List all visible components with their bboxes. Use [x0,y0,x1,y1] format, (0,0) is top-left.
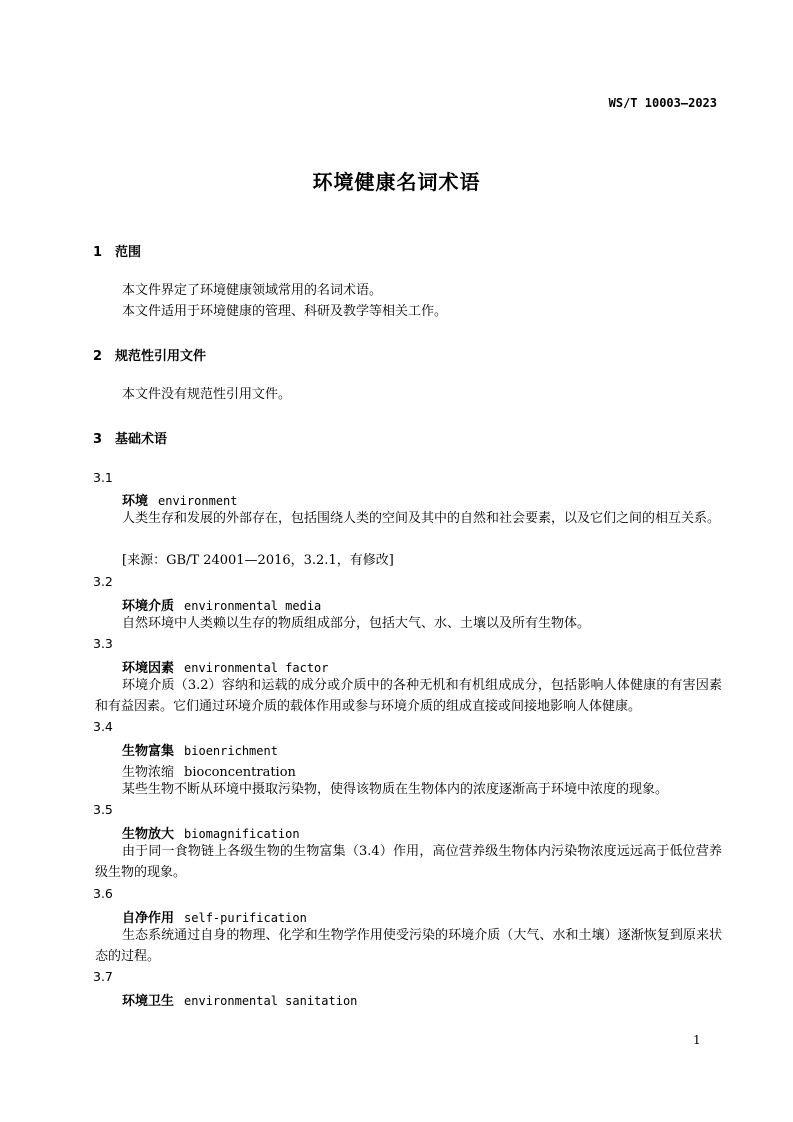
term-entry: 生物富集 bioenrichment [122,744,278,759]
term-definition: 人类生存和发展的外部存在，包括围绕人类的空间及其中的自然和社会要素，以及它们之间的相互关系。 [122,511,721,526]
term-synonym: 生物浓缩 bioconcentration [122,765,296,780]
term-entry: 环境因素 environmental factor [122,661,329,676]
section-heading-3: 3 基础术语 [93,432,168,447]
term-number: 3.1 [93,470,113,485]
term-number: 3.3 [93,636,113,651]
term-number: 3.2 [93,574,113,589]
section-heading-2: 2 规范性引用文件 [93,349,207,364]
term-number: 3.7 [93,969,113,984]
term-definition: 由于同一食物链上各级生物的生物富集（3.4）作用，高位营养级生物体内污染物浓度远远高于低位营养级生物的现象。 [95,844,722,880]
term-definition: 某些生物不断从环境中摄取污染物，使得该物质在生物体内的浓度逐渐高于环境中浓度的现象。 [122,782,669,797]
term-entry: 自净作用 self-purification [122,911,307,926]
term-number: 3.5 [93,802,113,817]
term-number: 3.6 [93,886,113,901]
term-entry: 环境卫生 environmental sanitation [122,994,358,1009]
term-entry: 环境 environment [122,494,238,509]
term-entry: 环境介质 environmental media [122,599,322,614]
section-2-paragraph: 本文件没有规范性引用文件。 [122,387,292,402]
page-number: 1 [693,1033,701,1047]
standard-code: WS/T 10003—2023 [608,96,717,110]
term-definition: 生态系统通过自身的物理、化学和生物学作用使受污染的环境介质（大气、水和土壤）逐渐恢复到原来状态的过程。 [95,928,722,964]
section-1-paragraph: 本文件界定了环境健康领域常用的名词术语。 [122,283,383,298]
term-definition: 自然环境中人类赖以生存的物质组成部分，包括大气、水、土壤以及所有生物体。 [122,616,591,631]
term-entry: 生物放大 biomagnification [122,827,300,842]
term-number: 3.4 [93,719,113,734]
document-title: 环境健康名词术语 [312,170,481,194]
section-heading-1: 1 范围 [93,245,142,260]
term-definition: 环境介质（3.2）容纳和运载的成分或介质中的各种无机和有机组成成分，包括影响人体健康的有害因素和有益因素。它们通过环境介质的载体作用或参与环境介质的组成直接或间接地影响人体健康。 [95,678,722,714]
term-source: [来源：GB/T 24001—2016，3.2.1，有修改] [122,553,394,568]
section-1-paragraph: 本文件适用于环境健康的管理、科研及教学等相关工作。 [122,304,448,319]
